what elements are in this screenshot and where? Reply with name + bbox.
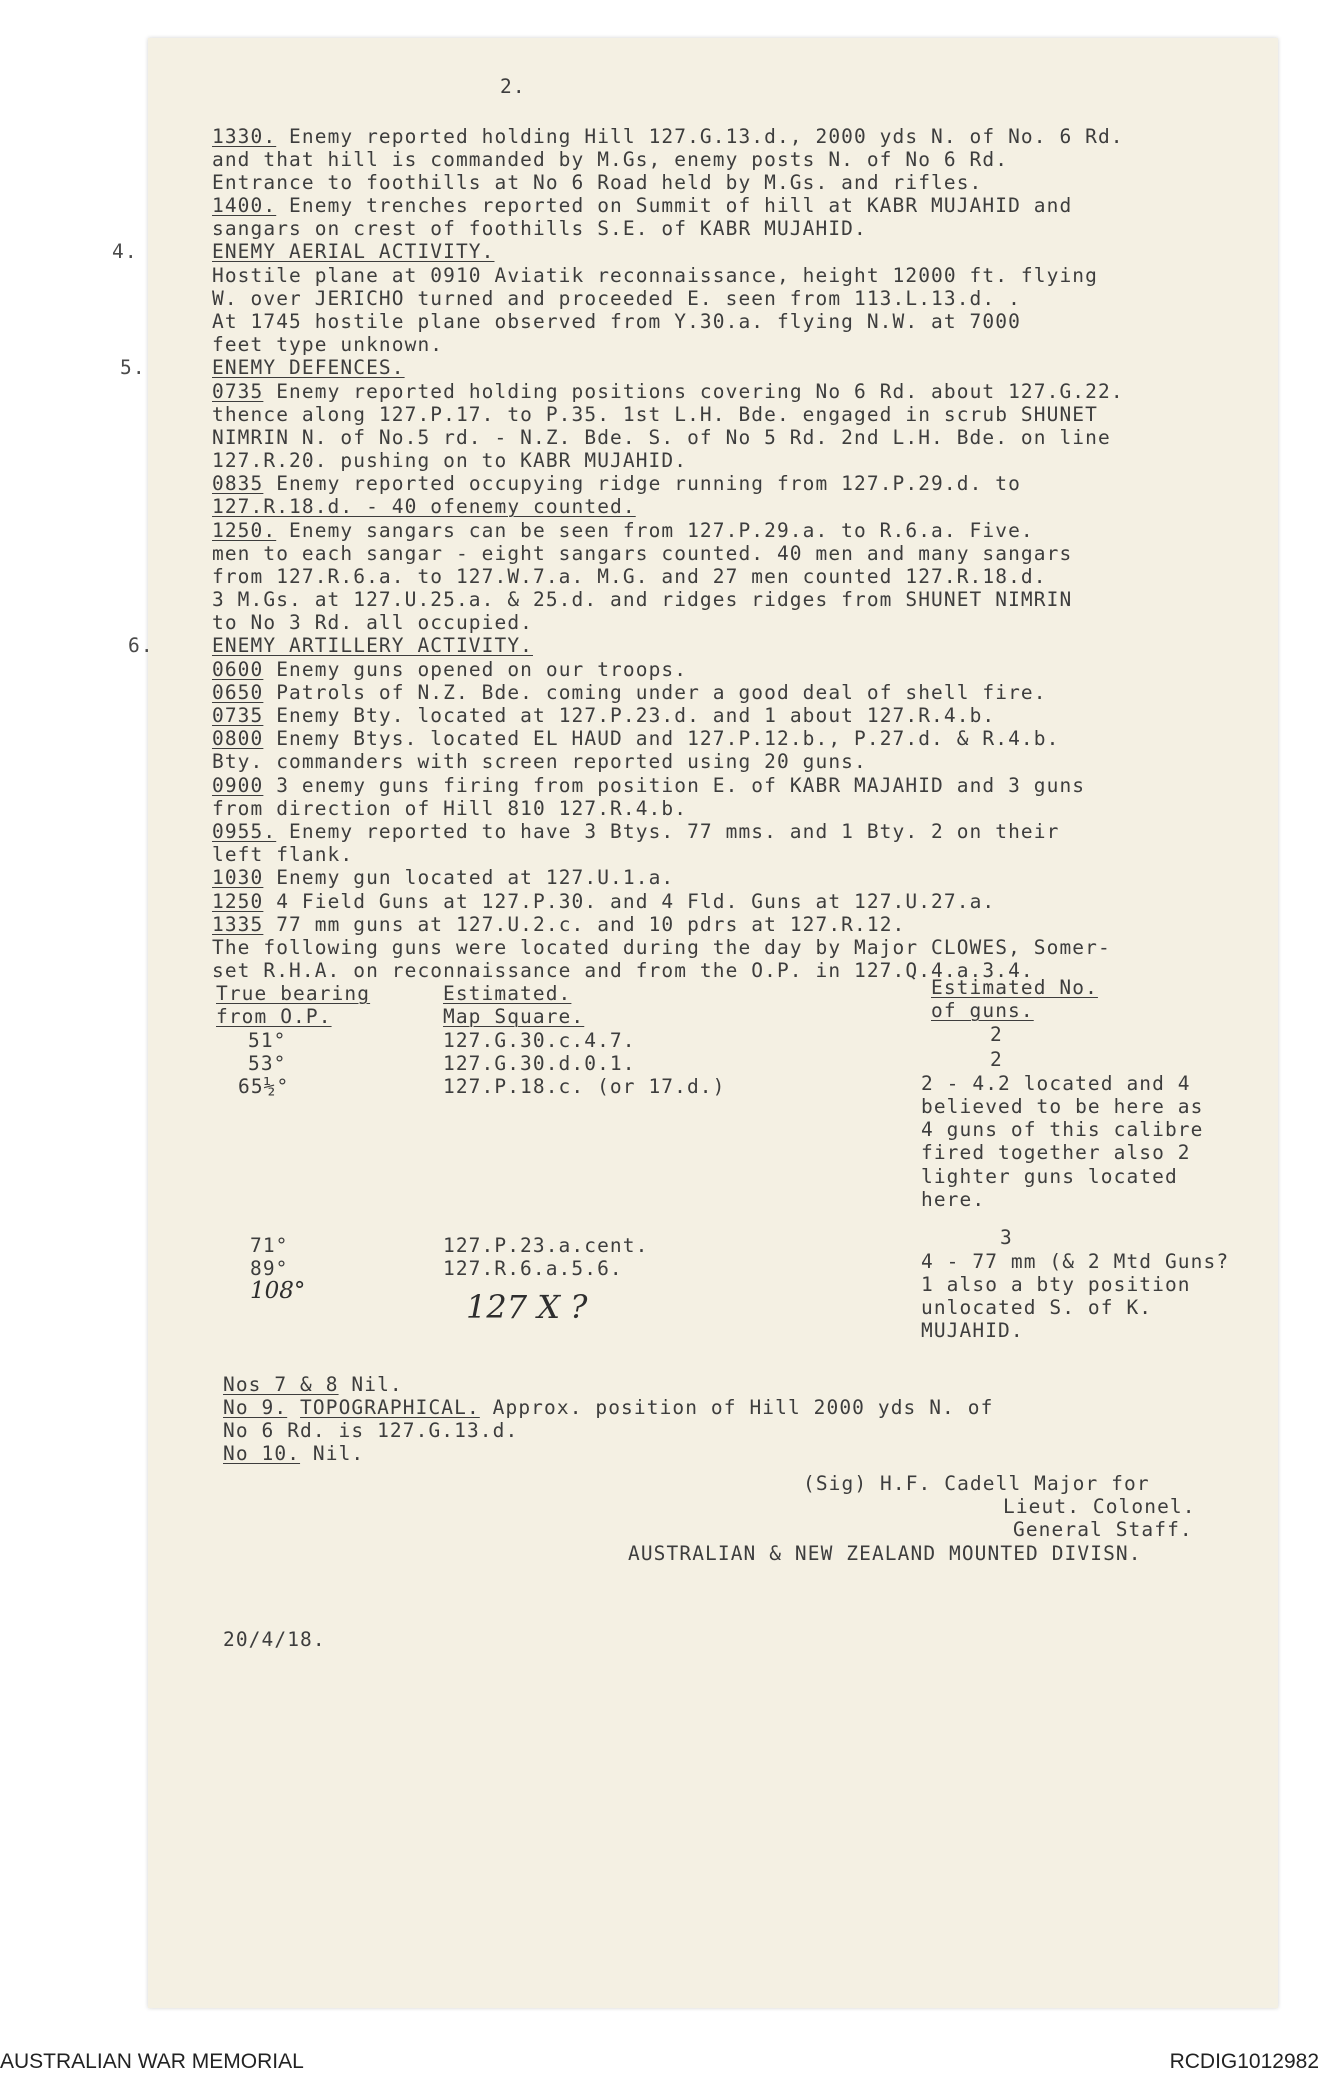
- report-line: 1250 4 Field Guns at 127.P.30. and 4 Fld. Guns at 127.U.27.a.: [212, 890, 996, 913]
- report-line: 1330. Enemy reported holding Hill 127.G.13.d., 2000 yds N. of No. 6 Rd.: [212, 125, 1124, 148]
- report-line: 1030 Enemy gun located at 127.U.1.a.: [212, 866, 675, 889]
- report-line: 3 M.Gs. at 127.U.25.a. & 25.d. and ridges ridges from SHUNET NIMRIN: [212, 588, 1073, 611]
- table-cell: 51°: [248, 1029, 287, 1052]
- report-line: The following guns were located during the day by Major CLOWES, Somer-: [212, 936, 1111, 959]
- section-number: 5.: [120, 356, 146, 379]
- footer-archive-name: AUSTRALIAN WAR MEMORIAL: [0, 2050, 304, 2073]
- report-line: 127.R.20. pushing on to KABR MUJAHID.: [212, 449, 688, 472]
- table-cell: unlocated S. of K.: [921, 1296, 1153, 1319]
- report-line: sangars on crest of foothills S.E. of KABR MUJAHID.: [212, 217, 867, 240]
- handwritten-square: 127 X ?: [466, 1288, 588, 1326]
- document-sheet: [112, 38, 1278, 2008]
- report-line: thence along 127.P.17. to P.35. 1st L.H. Bde. engaged in scrub SHUNET: [212, 403, 1098, 426]
- section-number: 4.: [112, 240, 138, 263]
- document-date: 20/4/18.: [223, 1628, 326, 1651]
- footer-record-id: RCDIG1012982: [1169, 2050, 1319, 2073]
- report-line: 127.R.18.d. - 40 ofenemy counted.: [212, 495, 636, 518]
- table-header: of guns.: [931, 999, 1034, 1022]
- report-line: 0955. Enemy reported to have 3 Btys. 77 mms. and 1 Bty. 2 on their: [212, 820, 1060, 843]
- table-cell: 127.G.30.c.4.7.: [443, 1029, 636, 1052]
- report-line: 0835 Enemy reported occupying ridge running from 127.P.29.d. to: [212, 472, 1021, 495]
- table-cell: 1 also a bty position: [921, 1273, 1191, 1296]
- report-line: 0900 3 enemy guns firing from position E. of KABR MAJAHID and 3 guns: [212, 774, 1086, 797]
- table-cell: 2: [990, 1048, 1003, 1071]
- signature-line: AUSTRALIAN & NEW ZEALAND MOUNTED DIVISN.: [628, 1542, 1142, 1565]
- table-header: Estimated.: [443, 982, 572, 1005]
- report-line: 1250. Enemy sangars can be seen from 127.P.29.a. to R.6.a. Five.: [212, 519, 1034, 542]
- report-line: W. over JERICHO turned and proceeded E. seen from 113.L.13.d. .: [212, 287, 1021, 310]
- table-cell: 4 guns of this calibre: [921, 1118, 1204, 1141]
- table-cell: 71°: [250, 1234, 289, 1257]
- table-header: from O.P.: [216, 1005, 332, 1028]
- report-line: feet type unknown.: [212, 333, 444, 356]
- report-line: 0735 Enemy reported holding positions covering No 6 Rd. about 127.G.22.: [212, 380, 1124, 403]
- table-cell: 127.P.18.c. (or 17.d.): [443, 1075, 726, 1098]
- report-line: 1400. Enemy trenches reported on Summit of hill at KABR MUJAHID and: [212, 194, 1073, 217]
- report-line: Bty. commanders with screen reported using 20 guns.: [212, 750, 867, 773]
- report-line: set R.H.A. on reconnaissance and from the O.P. in 127.Q.4.a.3.4.: [212, 959, 1034, 982]
- report-line: men to each sangar - eight sangars counted. 40 men and many sangars: [212, 542, 1073, 565]
- table-cell: 89°: [250, 1257, 289, 1280]
- report-line: Nos 7 & 8 Nil.: [223, 1373, 403, 1396]
- signature-line: General Staff.: [1013, 1518, 1193, 1541]
- table-cell: here.: [921, 1188, 986, 1211]
- table-cell: lighter guns located: [921, 1165, 1178, 1188]
- table-cell: 127.P.23.a.cent.: [443, 1234, 649, 1257]
- report-line: NIMRIN N. of No.5 rd. - N.Z. Bde. S. of No 5 Rd. 2nd L.H. Bde. on line: [212, 426, 1111, 449]
- table-cell: 127.R.6.a.5.6.: [443, 1257, 623, 1280]
- report-line: No 6 Rd. is 127.G.13.d.: [223, 1419, 519, 1442]
- report-line: 1335 77 mm guns at 127.U.2.c. and 10 pdrs at 127.R.12.: [212, 913, 906, 936]
- table-cell: believed to be here as: [921, 1095, 1204, 1118]
- table-cell: 2 - 4.2 located and 4: [921, 1072, 1191, 1095]
- section-heading: ENEMY AERIAL ACTIVITY.: [212, 240, 495, 263]
- table-header: Map Square.: [443, 1005, 585, 1028]
- section-number: 6.: [128, 634, 154, 657]
- report-line: 0600 Enemy guns opened on our troops.: [212, 658, 688, 681]
- table-cell: 65½°: [238, 1075, 290, 1098]
- signature-line: (Sig) H.F. Cadell Major for: [803, 1472, 1150, 1495]
- report-line: No 9. TOPOGRAPHICAL. Approx. position of Hill 2000 yds N. of: [223, 1396, 994, 1419]
- section-heading: ENEMY ARTILLERY ACTIVITY.: [212, 634, 533, 657]
- table-cell: 3: [1000, 1226, 1013, 1249]
- report-line: 0735 Enemy Bty. located at 127.P.23.d. and 1 about 127.R.4.b.: [212, 704, 996, 727]
- report-line: No 10. Nil.: [223, 1442, 365, 1465]
- table-cell: MUJAHID.: [921, 1319, 1024, 1342]
- section-heading: ENEMY DEFENCES.: [212, 356, 405, 379]
- table-cell: fired together also 2: [921, 1141, 1191, 1164]
- report-line: and that hill is commanded by M.Gs, enemy posts N. of No 6 Rd.: [212, 148, 1009, 171]
- signature-line: Lieut. Colonel.: [1003, 1495, 1196, 1518]
- report-line: At 1745 hostile plane observed from Y.30.a. flying N.W. at 7000: [212, 310, 1021, 333]
- handwritten-bearing: 108°: [250, 1278, 306, 1304]
- report-line: to No 3 Rd. all occupied.: [212, 611, 533, 634]
- table-cell: 4 - 77 mm (& 2 Mtd Guns?: [921, 1250, 1230, 1273]
- table-cell: 2: [990, 1023, 1003, 1046]
- report-line: 0800 Enemy Btys. located EL HAUD and 127.P.12.b., P.27.d. & R.4.b.: [212, 727, 1060, 750]
- report-line: 0650 Patrols of N.Z. Bde. coming under a good deal of shell fire.: [212, 681, 1047, 704]
- report-line: Entrance to foothills at No 6 Road held by M.Gs. and rifles.: [212, 171, 983, 194]
- page-number: 2.: [500, 75, 526, 98]
- report-line: Hostile plane at 0910 Aviatik reconnaissance, height 12000 ft. flying: [212, 264, 1098, 287]
- table-cell: 53°: [248, 1052, 287, 1075]
- report-line: left flank.: [212, 843, 354, 866]
- footer-bar: [0, 2040, 1319, 2082]
- table-header: True bearing: [216, 982, 371, 1005]
- table-header: Estimated No.: [931, 976, 1098, 999]
- report-line: from direction of Hill 810 127.R.4.b.: [212, 797, 688, 820]
- table-cell: 127.G.30.d.0.1.: [443, 1052, 636, 1075]
- report-line: from 127.R.6.a. to 127.W.7.a. M.G. and 27 men counted 127.R.18.d.: [212, 565, 1047, 588]
